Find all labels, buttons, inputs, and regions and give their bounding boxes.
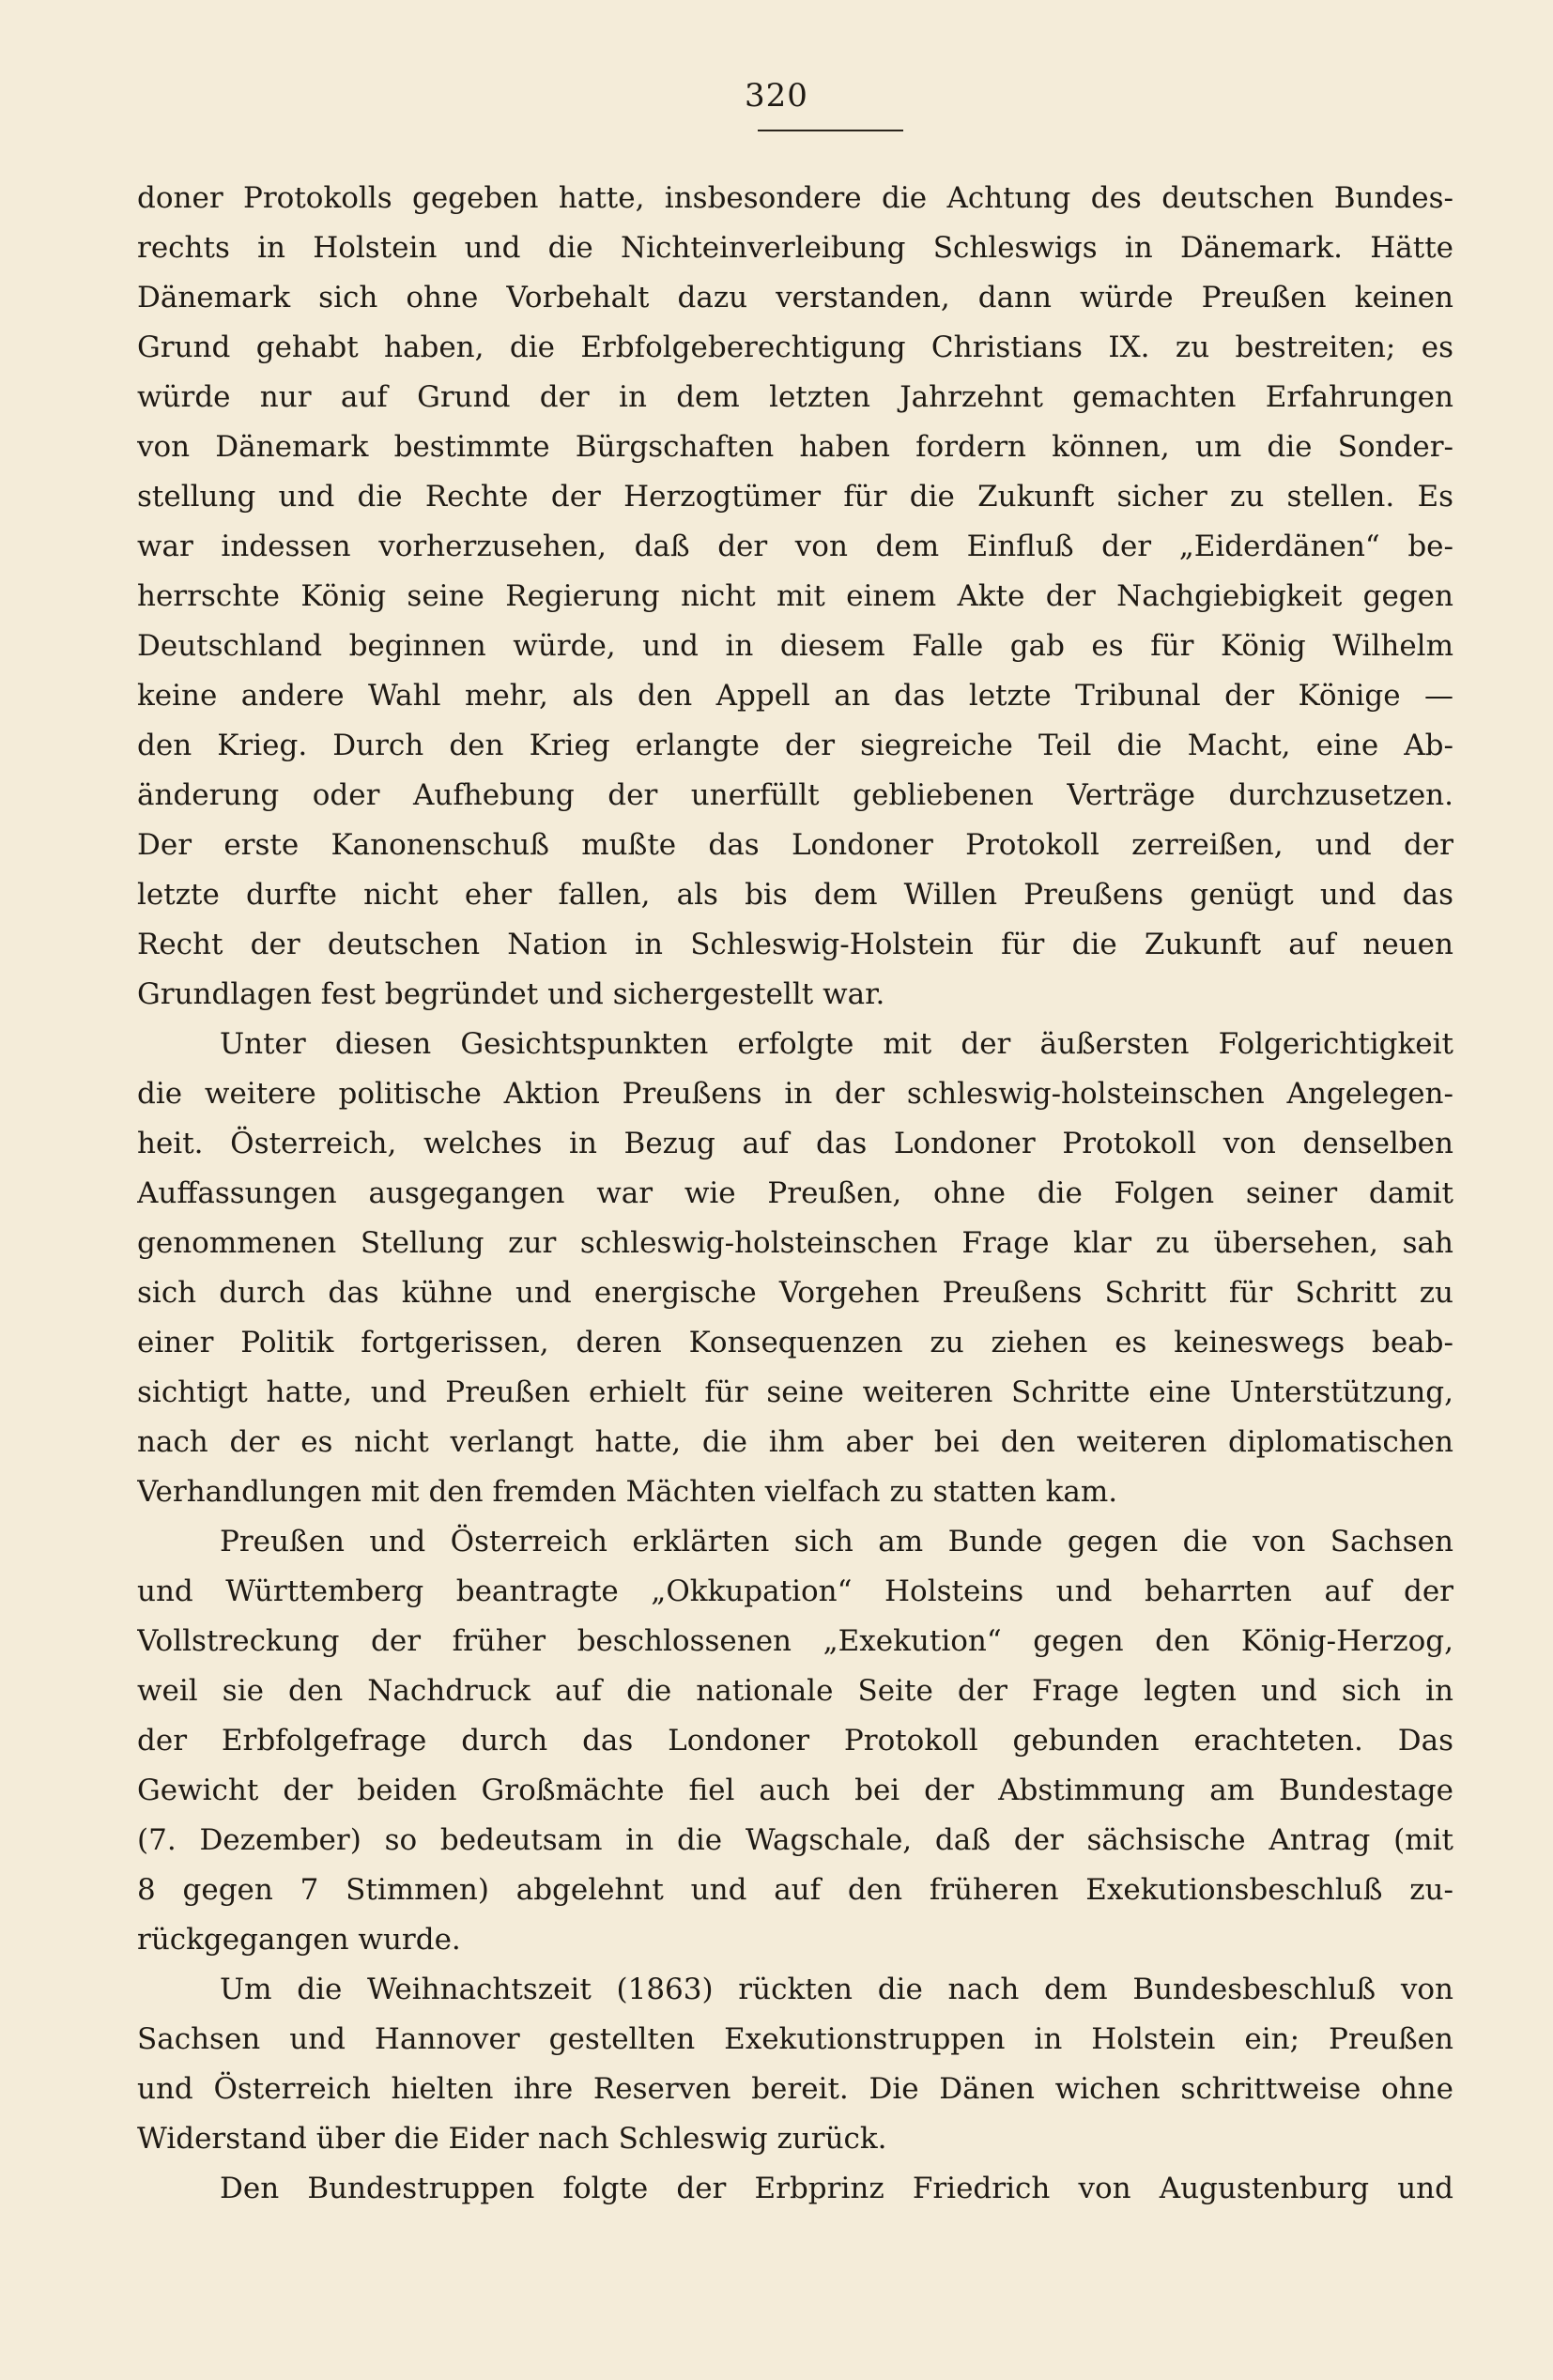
text-line: Um die Weihnachtszeit (1863) rückten die nach dem Bundesbeschluß von xyxy=(220,1973,1453,2006)
text-line: Auffassungen ausgegangen war wie Preußen, ohne die Folgen seiner damit xyxy=(137,1176,1453,1210)
text-line: Gewicht der beiden Großmächte fiel auch bei der Abstimmung am Bundestage xyxy=(137,1773,1453,1807)
text-line: Vollstreckung der früher beschlossenen „Exekution“ gegen den König-Herzog, xyxy=(137,1624,1453,1658)
text-line: änderung oder Aufhebung der unerfüllt gebliebenen Verträge durchzusetzen. xyxy=(137,778,1453,812)
text-line: Grundlagen fest begründet und sichergestellt war. xyxy=(137,977,885,1011)
text-line: der Erbfolgefrage durch das Londoner Protokoll gebunden erachteten. Das xyxy=(137,1724,1453,1758)
paragraph-5 xyxy=(137,2164,1453,2214)
text-line: Sachsen und Hannover gestellten Exekutionstruppen in Holstein ein; Preußen xyxy=(137,2022,1453,2056)
text-line: doner Protokolls gegeben hatte, insbesondere die Achtung des deutschen Bundes- xyxy=(137,181,1453,215)
text-line: letzte durfte nicht eher fallen, als bis dem Willen Preußens genügt und das xyxy=(137,878,1453,912)
text-line: nach der es nicht verlangt hatte, die ihm aber bei den weiteren diplomatischen xyxy=(137,1425,1453,1459)
page-number-rule xyxy=(758,130,903,131)
text-line: weil sie den Nachdruck auf die nationale Seite der Frage legten und sich in xyxy=(137,1674,1453,1708)
text-line: Deutschland beginnen würde, und in diesem Falle gab es für König Wilhelm xyxy=(137,629,1453,663)
text-line: war indessen vorherzusehen, daß der von dem Einfluß der „Eiderdänen“ be- xyxy=(137,530,1453,563)
text-line: stellung und die Rechte der Herzogtümer für die Zukunft sicher zu stellen. Es xyxy=(137,480,1453,514)
text-line: Den Bundestruppen folgte der Erbprinz Friedrich von Augustenburg und xyxy=(220,2172,1453,2205)
text-line: herrschte König seine Regierung nicht mit einem Akte der Nachgiebigkeit gegen xyxy=(137,579,1453,613)
text-line: sichtigt hatte, und Preußen erhielt für seine weiteren Schritte eine Unterstützung, xyxy=(137,1375,1453,1409)
text-line: einer Politik fortgerissen, deren Konsequenzen zu ziehen es keineswegs beab- xyxy=(137,1326,1453,1359)
paragraph-2 xyxy=(137,1020,1453,1517)
paragraph-3 xyxy=(137,1517,1453,1965)
paragraph-4 xyxy=(137,1965,1453,2164)
text-line: rechts in Holstein und die Nichteinverleibung Schleswigs in Dänemark. Hätte xyxy=(137,231,1453,265)
text-line: 8 gegen 7 Stimmen) abgelehnt und auf den früheren Exekutionsbeschluß zu- xyxy=(137,1873,1453,1907)
text-line: Recht der deutschen Nation in Schleswig-Holstein für die Zukunft auf neuen xyxy=(137,928,1453,961)
text-line: würde nur auf Grund der in dem letzten Jahrzehnt gemachten Erfahrungen xyxy=(137,380,1453,414)
text-line: (7. Dezember) so bedeutsam in die Wagschale, daß der sächsische Antrag (mit xyxy=(137,1823,1453,1857)
text-line: Verhandlungen mit den fremden Mächten vielfach zu statten kam. xyxy=(137,1475,1118,1509)
text-line: Grund gehabt haben, die Erbfolgeberechtigung Christians IX. zu bestreiten; es xyxy=(137,330,1453,364)
body-text xyxy=(137,174,1453,2214)
text-line: und Württemberg beantragte „Okkupation“ Holsteins und beharrten auf der xyxy=(137,1574,1453,1608)
text-line: Widerstand über die Eider nach Schleswig zurück. xyxy=(137,2122,887,2156)
text-line: und Österreich hielten ihre Reserven bereit. Die Dänen wichen schrittweise ohne xyxy=(137,2072,1453,2106)
paragraph-1 xyxy=(137,174,1453,1020)
text-line: Dänemark sich ohne Vorbehalt dazu verstanden, dann würde Preußen keinen xyxy=(137,281,1453,315)
page-number: 320 xyxy=(745,77,808,115)
text-line: Unter diesen Gesichtspunkten erfolgte mit der äußersten Folgerichtigkeit xyxy=(220,1027,1453,1061)
text-line: keine andere Wahl mehr, als den Appell an das letzte Tribunal der Könige — xyxy=(137,679,1453,713)
text-line: heit. Österreich, welches in Bezug auf das Londoner Protokoll von denselben xyxy=(137,1127,1453,1160)
text-line: die weitere politische Aktion Preußens in der schleswig-holsteinschen Angelegen- xyxy=(137,1077,1453,1111)
text-line: sich durch das kühne und energische Vorgehen Preußens Schritt für Schritt zu xyxy=(137,1276,1453,1310)
text-line: den Krieg. Durch den Krieg erlangte der siegreiche Teil die Macht, eine Ab- xyxy=(137,729,1453,762)
text-line: genommenen Stellung zur schleswig-holsteinschen Frage klar zu übersehen, sah xyxy=(137,1226,1453,1260)
text-line: rückgegangen wurde. xyxy=(137,1923,461,1957)
text-line: Preußen und Österreich erklärten sich am Bunde gegen die von Sachsen xyxy=(220,1525,1453,1559)
text-line: von Dänemark bestimmte Bürgschaften haben fordern können, um die Sonder- xyxy=(137,430,1453,464)
text-line: Der erste Kanonenschuß mußte das Londoner Protokoll zerreißen, und der xyxy=(137,828,1453,862)
